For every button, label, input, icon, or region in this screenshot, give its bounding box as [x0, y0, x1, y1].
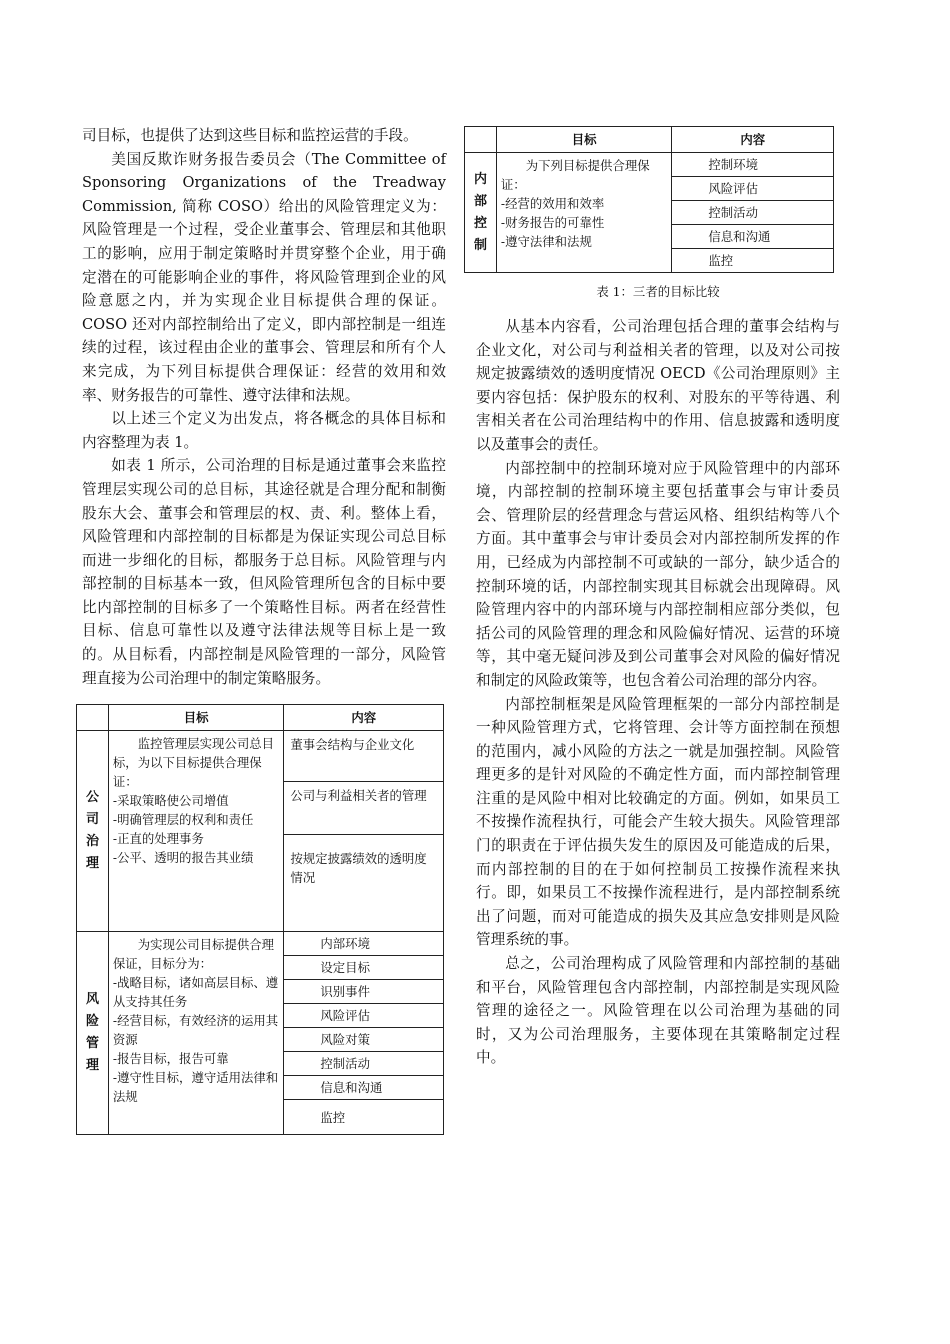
goal-item: -采取策略使公司增值 — [112, 793, 229, 809]
header-content: 内容 — [672, 127, 834, 153]
goal-item: -公平、透明的报告其业绩 — [112, 850, 254, 866]
table-header-row — [465, 127, 834, 153]
comparison-table-continued — [464, 126, 834, 273]
paragraph: 以上述三个定义为出发点，将各概念的具体目标和内容整理为表 1。 — [82, 410, 446, 451]
header-blank — [77, 705, 109, 731]
goal-item: -战略目标，诸如高层目标、遵从支持其任务 — [112, 975, 279, 1010]
content-cell: 控制环境 — [672, 153, 834, 177]
right-column — [473, 124, 840, 1070]
paragraph: 从基本内容看，公司治理包括合理的董事会结构与企业文化，对公司与利益相关者的管理，以及对公司按规定披露绩效的透明度情况 OECD《公司治理原则》主要内容包括：保护股东的权利、对股东的平等待遇、利害相关者在公司治理结构中的作用、信息披露和透明度以及董事会的责任。 — [476, 318, 840, 453]
table-row — [77, 932, 444, 956]
paragraph: 内部控制中的控制环境对应于风险管理中的内部环境，内部控制的控制环境主要包括董事会与审计委员会、管理阶层的经营理念与营运风格、组织结构等八个方面。其中董事会与审计委员会对内部控制所发挥的作用，已经成为内部控制不可或缺的一部分，缺少适合的控制环境的话，内部控制实现其目标就会出现障碍。风险管理内容中的内部环境与内部控制相应部分类似，包括公司的风险管理的理念和风险偏好情况、运营的环境等，其中毫无疑问涉及到公司董事会对风险的偏好情况和制定的风险政策等，也包含着公司治理的部分内容。 — [476, 459, 840, 689]
header-goal: 目标 — [496, 127, 671, 153]
goal-item: -正直的处理事务 — [112, 831, 204, 847]
goal-item: -财务报告的可靠性 — [500, 215, 605, 230]
paragraph: 如表 1 所示，公司治理的目标是通过董事会来监控管理层实现公司的总目标，其途径就是合理分配和制衡股东大会、董事会和管理层的权、责、利。整体上看，风险管理和内部控制的目标都是为保证实现公司总目标而进一步细化的目标，都服务于总目标。风险管理与内部控制的目标基本一致，但风险管理所包含的目标中要比内部控制的目标多了一个策略性目标。两者在经营性目标、信息可靠性以及遵守法律法规等目标上是一致的。从目标看，内部控制是风险管理的一部分，风险管理直接为公司治理中的制定策略服务。 — [82, 457, 446, 687]
content-cell: 内部环境 — [284, 932, 444, 956]
goal-item: -遵守性目标，遵守适用法律和法规 — [112, 1070, 279, 1105]
content-cell: 风险评估 — [672, 177, 834, 201]
content-cell: 监控 — [672, 249, 834, 273]
content-cell: 按规定披露绩效的透明度情况 — [284, 835, 444, 932]
table-row — [77, 731, 444, 782]
left-column — [82, 124, 446, 1135]
content-cell: 识别事件 — [284, 980, 444, 1004]
group-label-internal-ctrl: 内 部 控 制 — [465, 153, 497, 273]
goal-risk-mgmt — [108, 932, 283, 1135]
goal-intro: 监控管理层实现公司总目标，为以下目标提供合理保证： — [112, 736, 275, 790]
header-goal: 目标 — [108, 705, 283, 731]
content-cell: 设定目标 — [284, 956, 444, 980]
paragraph: 美国反欺诈财务报告委员会（The Committee of Sponsoring Organizations of the Treadway Commission, 简称 COSO）给出的风险管理定义为：风险管理是一个过程，受企业董事会、管理层和其他职工的影响，应用于制定策略时并贯穿整个企业，用于确定潜在的可能影响企业的事件，将风险管理到企业的风险意愿之内，并为实现企业目标提供合理的保证。COSO 还对内部控制给出了定义，即内部控制是一组连续的过程，该过程由企业的董事会、管理层和所有个人来完成，为下列目标提供合理保证：经营的效用和效率、财务报告的可靠性、遵守法律和法规。 — [82, 150, 446, 404]
group-label-risk-mgmt: 风 险 管 理 — [77, 932, 109, 1135]
goal-item: -明确管理层的权利和责任 — [112, 812, 254, 828]
table-header-row — [77, 705, 444, 731]
content-cell: 公司与利益相关者的管理 — [284, 782, 444, 835]
table-row — [465, 153, 834, 177]
goal-internal-ctrl — [496, 153, 671, 273]
header-blank — [465, 127, 497, 153]
goal-corp-gov — [108, 731, 283, 932]
content-cell: 风险对策 — [284, 1028, 444, 1052]
content-cell: 信息和沟通 — [284, 1076, 444, 1100]
comparison-table-main — [76, 704, 444, 1135]
header-content: 内容 — [284, 705, 444, 731]
goal-intro: 为实现公司目标提供合理保证，目标分为： — [112, 937, 275, 972]
content-cell: 控制活动 — [672, 201, 834, 225]
goal-item: -报告目标，报告可靠 — [112, 1051, 229, 1067]
goal-item: -遵守法律和法规 — [500, 234, 592, 249]
content-cell: 董事会结构与企业文化 — [284, 731, 444, 782]
goal-item: -经营目标，有效经济的运用其资源 — [112, 1013, 279, 1048]
content-cell: 风险评估 — [284, 1004, 444, 1028]
goal-item: -经营的效用和效率 — [500, 196, 605, 211]
group-label-corp-gov: 公 司 治 理 — [77, 731, 109, 932]
paragraph: 司目标，也提供了达到这些目标和监控运营的手段。 — [82, 127, 418, 144]
content-cell: 信息和沟通 — [672, 225, 834, 249]
content-cell: 监控 — [284, 1100, 444, 1135]
paragraph: 内部控制框架是风险管理框架的一部分内部控制是一种风险管理方式，它将管理、会计等方面控制在预想的范围内，减小风险的方法之一就是加强控制。风险管理更多的是针对风险的不确定性方面，而内部控制管理注重的是风险中相对比较确定的方面。例如，如果员工不按操作流程执行，可能会产生较大损失。风险管理部门的职责在于评估损失发生的原因及可能造成的后果，而内部控制的目的在于如何控制员工按操作流程来执行。即，如果员工不按操作流程进行，是内部控制系统出了问题，而对可能造成的损失及其应急安排则是风险管理系统的事。 — [476, 695, 840, 949]
paragraph: 总之，公司治理构成了风险管理和内部控制的基础和平台，风险管理包含内部控制，内部控制是实现风险管理的途径之一。风险管理在以公司治理为基础的同时，又为公司治理服务，主要体现在其策略制定过程中。 — [476, 955, 840, 1067]
goal-intro: 为下列目标提供合理保证： — [500, 158, 650, 192]
content-cell: 控制活动 — [284, 1052, 444, 1076]
table-caption: 表 1：三者的目标比较 — [596, 284, 720, 299]
